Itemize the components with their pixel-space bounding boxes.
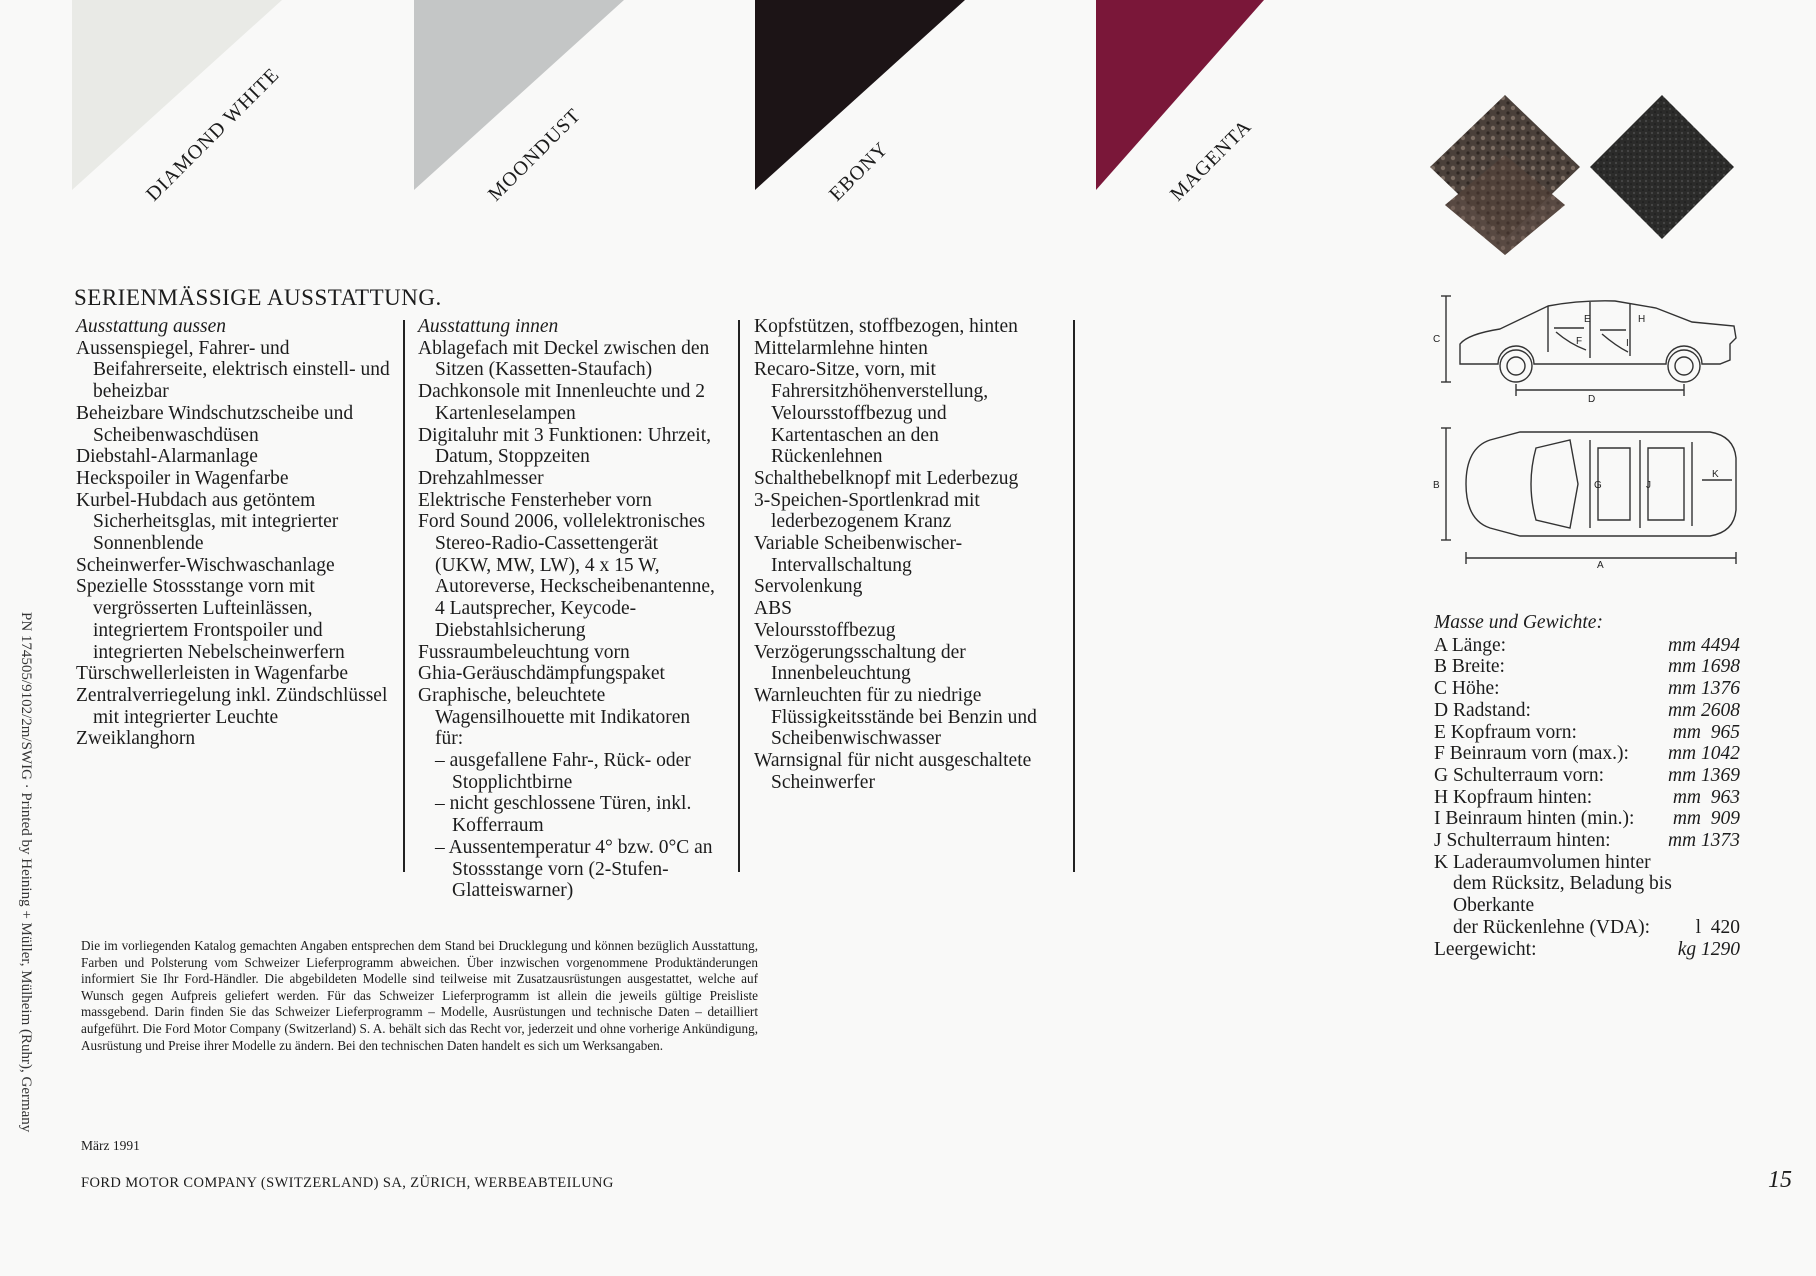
- spec-label: J Schulterraum hinten:: [1434, 830, 1611, 852]
- spec-label: C Höhe:: [1434, 678, 1500, 700]
- dim-label: F: [1576, 336, 1583, 347]
- dim-label: C: [1433, 334, 1441, 345]
- print-imprint: PN 174505/9102/2m/SWIG · Printed by Heining + Müller, Mülheim (Ruhr), Germany: [18, 612, 34, 1133]
- list-item: Digitaluhr mit 3 Funktionen: Uhrzeit, Datum, Stoppzeiten: [418, 424, 712, 468]
- dim-label: B: [1433, 480, 1440, 491]
- swatch-label: MOONDUST: [484, 104, 586, 206]
- list-subitem: – nicht geschlossene Türen, inkl. Kofferraum: [435, 793, 692, 837]
- list-item: Diebstahl-Alarmanlage: [76, 446, 258, 468]
- spec-row: [1434, 939, 1740, 961]
- swatch-label: EBONY: [825, 137, 893, 206]
- list-item: Ablagefach mit Deckel zwischen den Sitzen (Kassetten-Staufach): [418, 337, 710, 381]
- list-item: Schalthebelknopf mit Lederbezug: [754, 467, 1019, 489]
- list-item: Variable Scheibenwischer-Intervallschaltung: [754, 533, 963, 576]
- list-item: Drehzahlmesser: [418, 467, 544, 489]
- list-subitem: – ausgefallene Fahr-, Rück- oder Stopplichtbirne: [435, 750, 691, 793]
- page-number: 15: [1768, 1167, 1792, 1193]
- spec-value: mm 1369: [1667, 764, 1740, 786]
- spec-value: mm 909: [1672, 808, 1740, 830]
- list-item: Zentralverriegelung inkl. Zündschlüssel mit integrierter Leuchte: [76, 684, 388, 728]
- list-item: Recaro-Sitze, vorn, mit Fahrersitzhöhenverstellung, Veloursstoffbezug und Kartentaschen an den Rückenlehnen: [754, 359, 989, 468]
- disclaimer-text: Die im vorliegenden Katalog gemachten Angaben entsprechen dem Stand bei Drucklegung und können bezüglich Ausstattung, Farben und Polsterung vom Schweizer Lieferprogramm abweichen. Über inzwischen vorgenommene Produktänderungen informiert Sie Ihr Ford-Händler. Die abgebildeten Modelle sind teilweise mit Zusatzausrüstungen ausgestattet, welche auf Wunsch gegen Aufpreis geliefert werden. Für das Schweizer Lieferprogramm ist allein die jeweils gültige Preisliste massgebend. Darin finden Sie das Schweizer Lieferprogramm – Modelle, Ausrüstungen und technische Daten – detailliert aufgeführt. Die Ford Motor Company (Switzerland) S. A. behält sich das Recht vor, jederzeit und ohne vorherige Ankündigung, Ausrüstung und Preise ihrer Modelle zu ändern. Bei den technischen Daten handelt es sich um Werksangaben.: [81, 938, 758, 1053]
- spec-value: l 420: [1695, 916, 1740, 938]
- spec-label: G Schulterraum vorn:: [1434, 764, 1605, 786]
- spec-row: [1434, 678, 1740, 700]
- leather-sample: [1590, 95, 1740, 245]
- column-aussen: [76, 316, 402, 750]
- spec-label: I Beinraum hinten (min.):: [1434, 808, 1635, 830]
- spec-value: mm 1698: [1667, 656, 1740, 678]
- list-item: Warnsignal für nicht ausgeschaltete Scheinwerfer: [754, 750, 1032, 793]
- column-divider: [738, 320, 740, 872]
- swatch-label: DIAMOND WHITE: [142, 63, 284, 206]
- company-name: FORD MOTOR COMPANY (SWITZERLAND) SA, ZÜRICH, WERBEABTEILUNG: [81, 1175, 614, 1191]
- list-item: ABS: [754, 598, 792, 620]
- list-item: Kurbel-Hubdach aus getöntem Sicherheitsglas, mit integrierter Sonnenblende: [76, 489, 339, 555]
- spec-row: [1434, 635, 1740, 657]
- list-item: Aussenspiegel, Fahrer- und Beifahrerseite, elektrisch einstell- und beheizbar: [76, 337, 390, 403]
- list-item: Elektrische Fensterheber vorn: [418, 489, 652, 511]
- dim-label: E: [1584, 314, 1591, 325]
- car-top-diagram: [1430, 418, 1750, 568]
- swatch-magenta: [1096, 0, 1306, 206]
- swatch-ebony: [755, 0, 965, 206]
- spec-label: der Rückenlehne (VDA):: [1453, 916, 1651, 938]
- list-item: Scheinwerfer-Wischwaschanlage: [76, 554, 335, 576]
- spec-row: [1434, 917, 1740, 939]
- spec-k-label: K Laderaumvolumen hinter dem Rücksitz, Beladung bis Oberkante: [1434, 851, 1672, 917]
- column-divider: [403, 320, 405, 872]
- print-date: März 1991: [81, 1138, 140, 1153]
- list-item: Heckspoiler in Wagenfarbe: [76, 467, 289, 489]
- column-third: [754, 316, 1054, 793]
- spec-row: [1434, 722, 1740, 744]
- list-item: Verzögerungsschaltung der Innenbeleuchtung: [754, 641, 966, 685]
- list-item: Dachkonsole mit Innenleuchte und 2 Kartenleselampen: [418, 381, 706, 424]
- spec-label: B Breite:: [1434, 656, 1505, 678]
- specs-table: [1434, 612, 1740, 960]
- equipment-heading: SERIENMÄSSIGE AUSSTATTUNG.: [74, 285, 442, 310]
- spec-row: [1434, 743, 1740, 765]
- swatch-diamond-white: [72, 0, 284, 206]
- list-subitem-text: Aussentemperatur 4° bzw. 0°C an Stossstange vorn (2-Stufen-Glatteiswarner): [448, 836, 713, 902]
- spec-row: [1434, 787, 1740, 809]
- dim-label: J: [1646, 480, 1651, 491]
- column-subtitle: Ausstattung aussen: [76, 316, 227, 337]
- list-item: Beheizbare Windschutzscheibe und Scheibenwaschdüsen: [76, 402, 354, 446]
- spec-row: [1434, 700, 1740, 722]
- list-item: Zweiklanghorn: [76, 728, 196, 750]
- dim-label: H: [1638, 314, 1646, 325]
- dim-label: G: [1594, 480, 1602, 491]
- spec-value: kg 1290: [1677, 938, 1740, 960]
- spec-value: mm 4494: [1667, 634, 1740, 656]
- list-item: Ford Sound 2006, vollelektronisches Stereo-Radio-Cassettengerät (UKW, MW, LW), 4 x 15 W, Autoreverse, Heckscheibenantenne, 4 Lautsprecher, Keycode-Diebstahlsicherung: [418, 511, 715, 641]
- list-subitem-text: nicht geschlossene Türen, inkl. Kofferraum: [449, 793, 692, 837]
- list-item: 3-Speichen-Sportlenkrad mit lederbezogenem Kranz: [754, 489, 980, 533]
- list-subitem-text: ausgefallene Fahr-, Rück- oder Stopplichtbirne: [449, 750, 691, 793]
- list-item: Ghia-Geräuschdämpfungspaket: [418, 663, 665, 685]
- spec-value: mm 1373: [1667, 830, 1740, 852]
- column-subtitle: Ausstattung innen: [418, 316, 559, 337]
- spec-row: [1434, 808, 1740, 830]
- spec-value: mm 1042: [1667, 743, 1740, 765]
- dim-label: D: [1588, 394, 1596, 404]
- swatch-moondust: [414, 0, 624, 206]
- spec-label: E Kopfraum vorn:: [1434, 721, 1577, 743]
- spec-label: H Kopfraum hinten:: [1434, 786, 1593, 808]
- list-item: Türschwellerleisten in Wagenfarbe: [76, 663, 349, 685]
- swatch-label: MAGENTA: [1166, 115, 1257, 206]
- list-item: Spezielle Stossstange vorn mit vergrösserten Lufteinlässen, integriertem Frontspoiler und integrierten Nebelscheinwerfern: [76, 576, 345, 663]
- velour-fabric-sample: [1430, 95, 1580, 255]
- spec-label: A Länge:: [1434, 634, 1507, 656]
- spec-label: Leergewicht:: [1434, 938, 1537, 960]
- list-item: Graphische, beleuchtete Wagensilhouette mit Indikatoren für:: [418, 684, 691, 750]
- spec-row: [1434, 765, 1740, 787]
- list-item: Fussraumbeleuchtung vorn: [418, 641, 630, 663]
- car-side-diagram: [1430, 292, 1750, 404]
- dim-label: I: [1626, 338, 1629, 349]
- column-divider: [1073, 320, 1075, 872]
- spec-row: [1434, 656, 1740, 678]
- column-innen: [418, 316, 718, 902]
- spec-label: F Beinraum vorn (max.):: [1434, 743, 1629, 765]
- spec-value: mm 1376: [1667, 678, 1740, 700]
- specs-title: Masse und Gewichte:: [1434, 612, 1603, 633]
- spec-value: mm 2608: [1667, 699, 1740, 721]
- list-item: Servolenkung: [754, 576, 863, 598]
- spec-label: D Radstand:: [1434, 699, 1531, 721]
- list-item: Veloursstoffbezug: [754, 619, 896, 641]
- list-item: Mittelarmlehne hinten: [754, 337, 928, 359]
- list-item: Warnleuchten für zu niedrige Flüssigkeitsstände bei Benzin und Scheibenwischwasser: [754, 684, 1037, 750]
- list-item: Kopfstützen, stoffbezogen, hinten: [754, 316, 1018, 337]
- dim-label: K: [1712, 469, 1719, 480]
- dim-label: A: [1597, 560, 1604, 568]
- spec-value: mm 963: [1672, 786, 1740, 808]
- spec-row: [1434, 830, 1740, 852]
- list-subitem: – Aussentemperatur 4° bzw. 0°C an Stossstange vorn (2-Stufen-Glatteiswarner): [435, 836, 713, 902]
- spec-value: mm 965: [1672, 721, 1740, 743]
